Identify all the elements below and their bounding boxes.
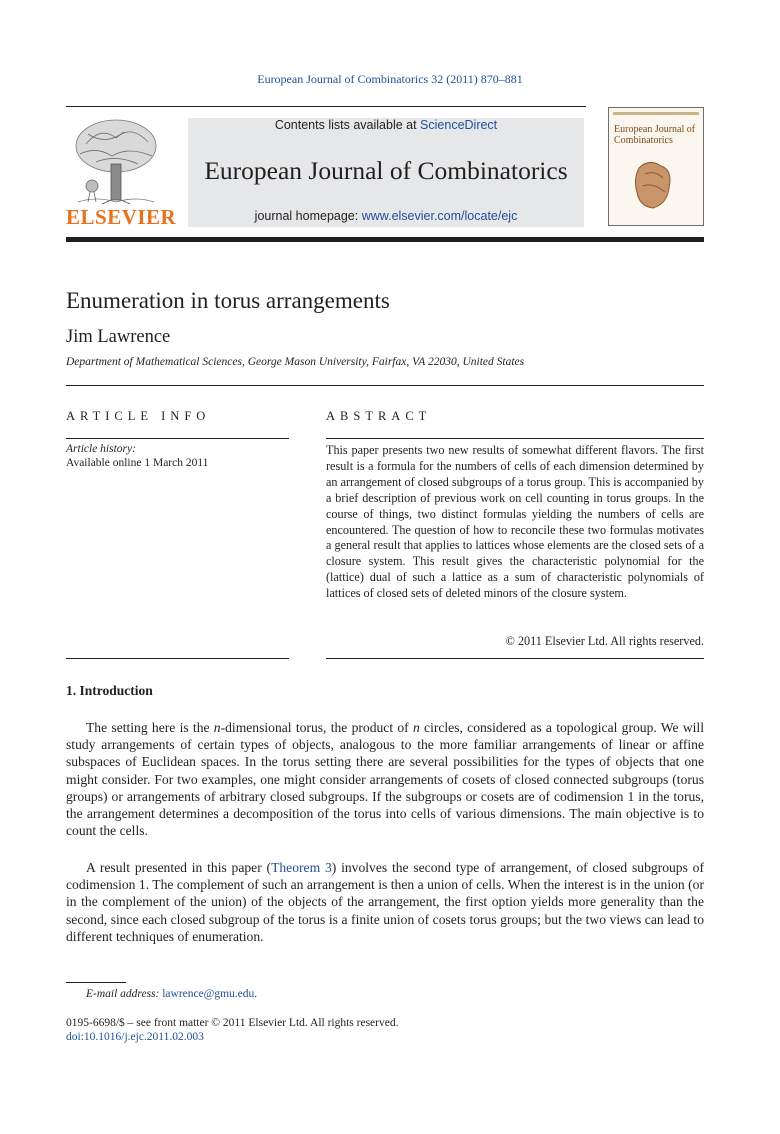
contents-prefix: Contents lists available at bbox=[274, 118, 421, 132]
abstract-copyright: © 2011 Elsevier Ltd. All rights reserved. bbox=[505, 634, 704, 648]
tree-icon bbox=[76, 120, 156, 204]
theorem-3-link[interactable]: Theorem 3 bbox=[271, 860, 332, 875]
sciencedirect-link[interactable]: ScienceDirect bbox=[420, 118, 498, 132]
footnote-divider bbox=[66, 982, 126, 983]
journal-reference[interactable]: European Journal of Combinatorics 32 (2011) 870–881 bbox=[257, 72, 523, 86]
abstract-divider bbox=[326, 438, 704, 439]
p1-text-b: -dimensional torus, the product of bbox=[220, 720, 413, 735]
cover-title: European Journal of Combinatorics bbox=[614, 124, 696, 146]
homepage-line bbox=[188, 209, 584, 223]
affiliation-divider bbox=[66, 385, 704, 386]
article-history-label: Article history: bbox=[66, 443, 136, 455]
homepage-prefix: journal homepage: bbox=[254, 209, 362, 223]
header-thick-divider bbox=[66, 237, 704, 242]
p1-text-c: circles, considered as a topological group. We will study arrangements of certain types of objects, analogous to the more familiar arrangements of linear or affine subspaces of Euclidean spaces. In the torus setting there are several possibilities for the types of objects that one might consider. For two examples, one might consider arrangements of cosets of closed connected subgroups (torus groups) or arrangements of arbitrary closed subgroups. If the subgroups or cosets are of codimension 1 in the torus, the arrangement determines a decomposition of the torus into cells of various dimensions. The main objective is to count the cells. bbox=[66, 720, 704, 839]
abstract-text: This paper presents two new results of somewhat different flavors. The first result is a formula for the numbers of cells of each dimension determined by an arrangement of closed subgroups of a torus group. This is accompanied by a brief description of previous work on cell counting in torus groups. In the course of things, two distinct formulas yielding the numbers of cells are encountered. The question of how to reconcile these two formulas motivates a general result that applies to lattices whose elements are the closed sets of a closure system. This result gives the characteristic polynomial for the (lattice) dual of such a lattice as a sum of characteristic polynomials of lattices of closed sets of deleted minors of the closure system. bbox=[326, 443, 704, 601]
article-title: Enumeration in torus arrangements bbox=[66, 288, 390, 313]
intro-paragraph-1 bbox=[66, 719, 704, 839]
p2-text-a: A result presented in this paper ( bbox=[86, 860, 272, 875]
front-matter-note: 0195-6698/$ – see front matter © 2011 Elsevier Ltd. All rights reserved. bbox=[66, 1017, 399, 1029]
abstract-heading: ABSTRACT bbox=[326, 409, 432, 423]
article-history-value: Available online 1 March 2011 bbox=[66, 457, 209, 469]
email-label: E-mail address: bbox=[86, 988, 160, 1000]
top-divider bbox=[66, 106, 586, 107]
p1-text-a: The setting here is the bbox=[86, 720, 214, 735]
abstract-bottom-divider bbox=[326, 658, 704, 659]
email-footnote: E-mail address: lawrence@gmu.edu. bbox=[86, 988, 258, 1000]
p2-text-b: ) involves the second type of arrangement, of closed subgroups of codimension 1. The complement of such an arrangement is then a union of cells. When the interest is in the union (or in the complement of the union) of the objects of the arrangement, the first option yields more generality than the second, since each closed subgroup of the torus is a finite union of cosets torus groups; but the two views can lead to different techniques of enumeration. bbox=[66, 860, 704, 944]
author-name[interactable]: Jim Lawrence bbox=[66, 327, 171, 347]
p1-var-n: n bbox=[213, 720, 221, 735]
p1-var-n-2: n bbox=[412, 720, 420, 735]
author-affiliation: Department of Mathematical Sciences, George Mason University, Fairfax, VA 22030, United States bbox=[66, 356, 525, 368]
article-info-heading: ARTICLE INFO bbox=[66, 409, 211, 423]
contents-line bbox=[188, 118, 584, 132]
article-info-bottom-divider bbox=[66, 658, 289, 659]
intro-paragraph-2 bbox=[66, 859, 704, 945]
elsevier-wordmark: ELSEVIER bbox=[66, 205, 177, 229]
doi-link[interactable]: doi:10.1016/j.ejc.2011.02.003 bbox=[66, 1031, 204, 1043]
article-info-divider bbox=[66, 438, 289, 439]
journal-title: European Journal of Combinatorics bbox=[204, 156, 568, 185]
homepage-link[interactable]: www.elsevier.com/locate/ejc bbox=[361, 209, 518, 223]
email-link[interactable]: lawrence@gmu.edu bbox=[162, 988, 255, 1000]
introduction-heading: 1. Introduction bbox=[66, 683, 153, 698]
